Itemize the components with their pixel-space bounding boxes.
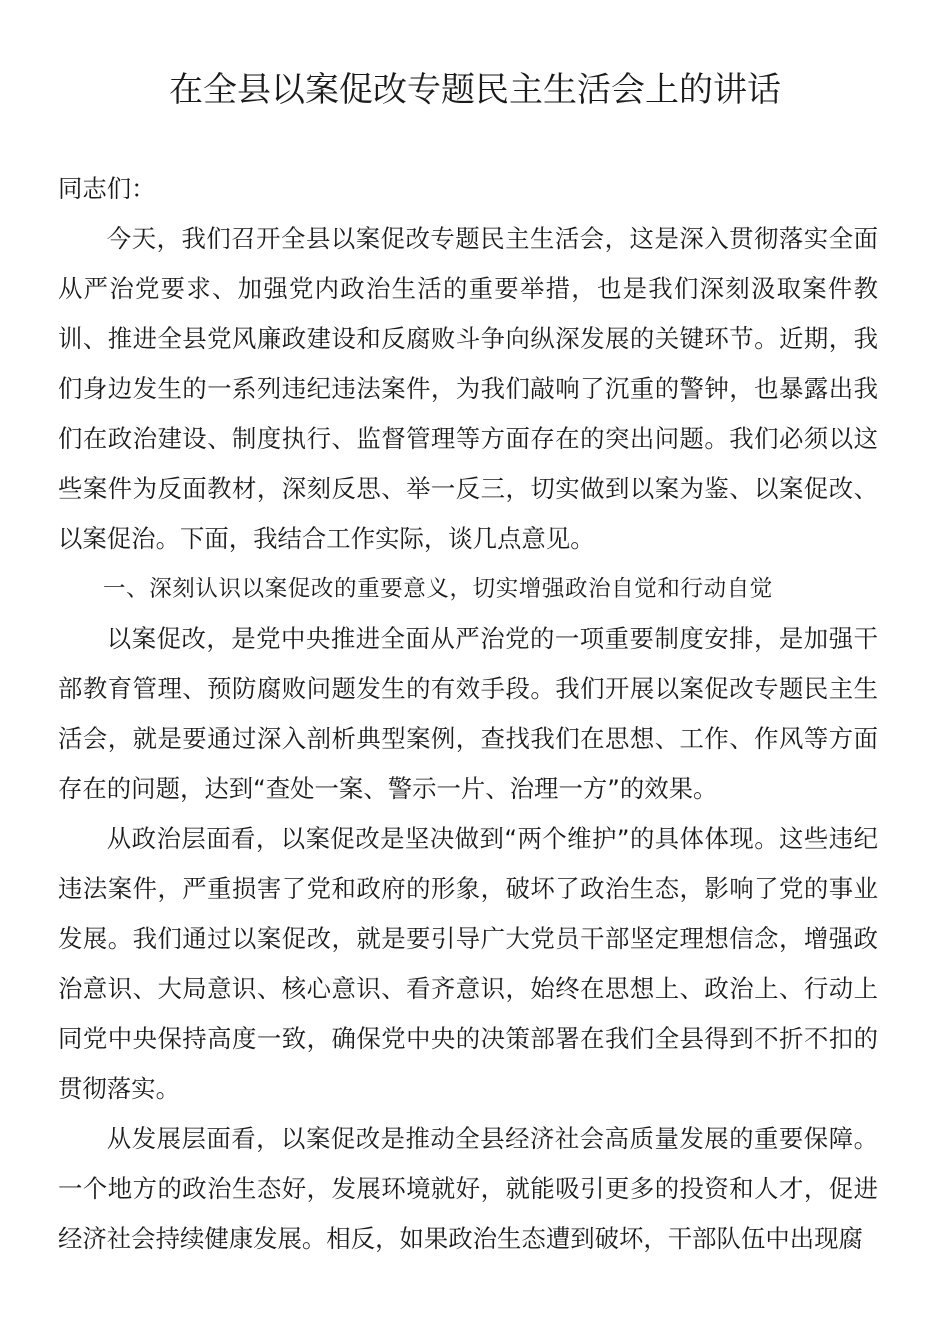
section-heading-1: 一、深刻认识以案促改的重要意义，切实增强政治自觉和行动自觉 xyxy=(103,576,773,602)
document-body xyxy=(58,164,878,1264)
paragraph-intro: 今天，我们召开全县以案促改专题民主生活会，这是深入贯彻落实全面从严治党要求、加强党内政治生活的重要举措，也是我们深刻汲取案件教训、推进全县党风廉政建设和反腐败斗争向纵深发展的关键环节。近期，我们身边发生的一系列违纪违法案件，为我们敲响了沉重的警钟，也暴露出我们在政治建设、制度执行、监督管理等方面存在的突出问题。我们必须以这些案件为反面教材，深刻反思、举一反三，切实做到以案为鉴、以案促改、以案促治。下面，我结合工作实际，谈几点意见。 xyxy=(58,224,878,553)
document-title: 在全县以案促改专题民主生活会上的讲话 xyxy=(169,70,781,110)
paragraph-political-level: 从政治层面看，以案促改是坚决做到“两个维护”的具体体现。这些违纪违法案件，严重损害了党和政府的形象，破坏了政治生态，影响了党的事业发展。我们通过以案促改，就是要引导广大党员干部坚定理想信念，增强政治意识、大局意识、核心意识、看齐意识，始终在思想上、政治上、行动上同党中央保持高度一致，确保党中央的决策部署在我们全县得到不折不扣的贯彻落实。 xyxy=(58,824,878,1103)
paragraph-significance: 以案促改，是党中央推进全面从严治党的一项重要制度安排，是加强干部教育管理、预防腐败问题发生的有效手段。我们开展以案促改专题民主生活会，就是要通过深入剖析典型案例，查找我们在思想、工作、作风等方面存在的问题，达到“查处一案、警示一片、治理一方”的效果。 xyxy=(58,624,878,803)
paragraph-development-level: 从发展层面看，以案促改是推动全县经济社会高质量发展的重要保障。一个地方的政治生态好，发展环境就好，就能吸引更多的投资和人才，促进经济社会持续健康发展。相反，如果政治生态遭到破坏，干部队伍中出现腐 xyxy=(58,1124,878,1253)
salutation: 同志们： xyxy=(58,174,156,203)
